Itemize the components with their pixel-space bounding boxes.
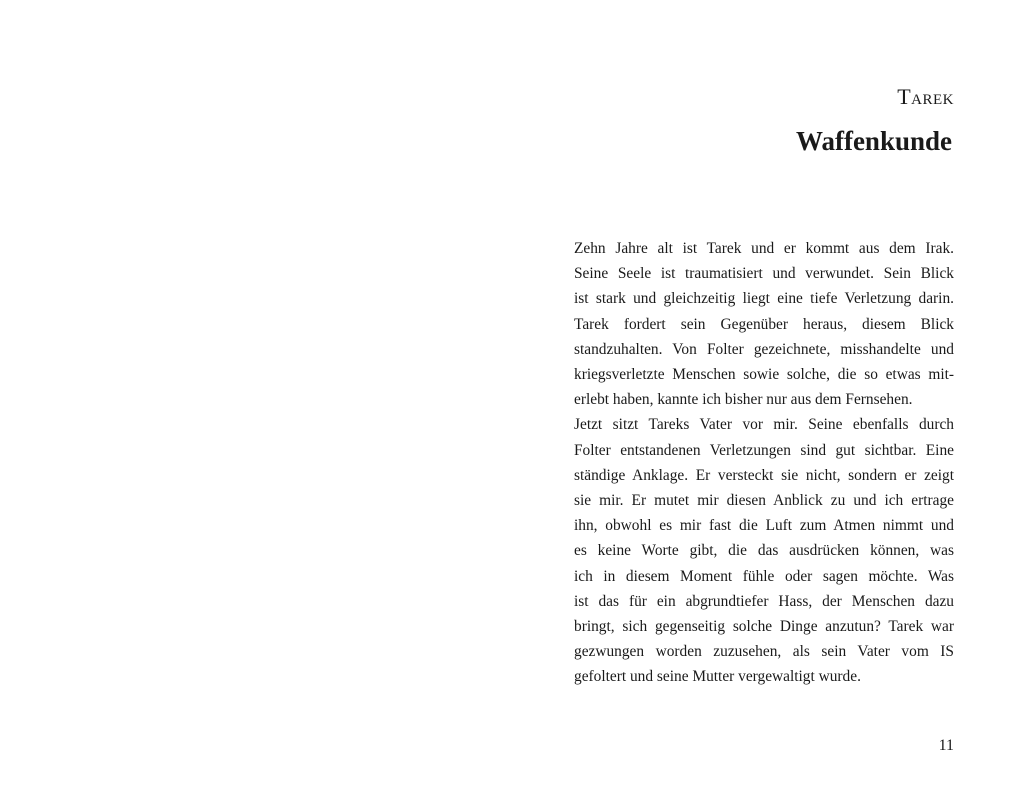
text-line: kriegsverletzte Menschen sowie solche, die so etwas mit- (574, 366, 954, 384)
right-page (574, 0, 954, 802)
page-number: 11 (938, 737, 954, 754)
text-line: standzuhalten. Von Folter gezeichnete, misshandelte und (574, 340, 954, 358)
text-line: ist stark und gleichzeitig liegt eine tiefe Verletzung darin. (574, 290, 954, 308)
text-line: ihn, obwohl es mir fast die Luft zum Atmen nimmt und (574, 517, 954, 535)
paragraph-2 (574, 412, 954, 689)
text-line: Jetzt sitzt Tareks Vater vor mir. Seine ebenfalls durch (574, 416, 954, 434)
text-line: Folter entstandenen Verletzungen sind gut sichtbar. Eine (574, 441, 954, 459)
chapter-title: Waffenkunde (795, 126, 952, 156)
body-text (574, 236, 954, 690)
text-line: gezwungen worden zuzusehen, als sein Vater vom IS (574, 643, 954, 661)
text-line: Seine Seele ist traumatisiert und verwundet. Sein Blick (574, 265, 954, 283)
text-line: es keine Worte gibt, die das ausdrücken können, was (574, 542, 954, 560)
text-line: ich in diesem Moment fühle oder sagen möchte. Was (574, 567, 954, 585)
text-line: ist das für ein abgrundtiefer Hass, der Menschen dazu (574, 592, 954, 610)
text-line: erlebt haben, kannte ich bisher nur aus dem Fernsehen. (574, 391, 913, 409)
text-line: sie mir. Er mutet mir diesen Anblick zu und ich ertrage (574, 492, 954, 510)
text-line: gefoltert und seine Mutter vergewaltigt wurde. (574, 668, 861, 686)
text-line: Tarek fordert sein Gegenüber heraus, diesem Blick (574, 315, 954, 333)
text-line: ständige Anklage. Er versteckt sie nicht, sondern er zeigt (574, 466, 954, 484)
text-line: Zehn Jahre alt ist Tarek und er kommt aus dem Irak. (574, 240, 954, 257)
text-line: bringt, sich gegenseitig solche Dinge anzutun? Tarek war (574, 618, 954, 636)
chapter-label: Tarek (897, 84, 954, 109)
paragraph-1 (574, 236, 954, 412)
